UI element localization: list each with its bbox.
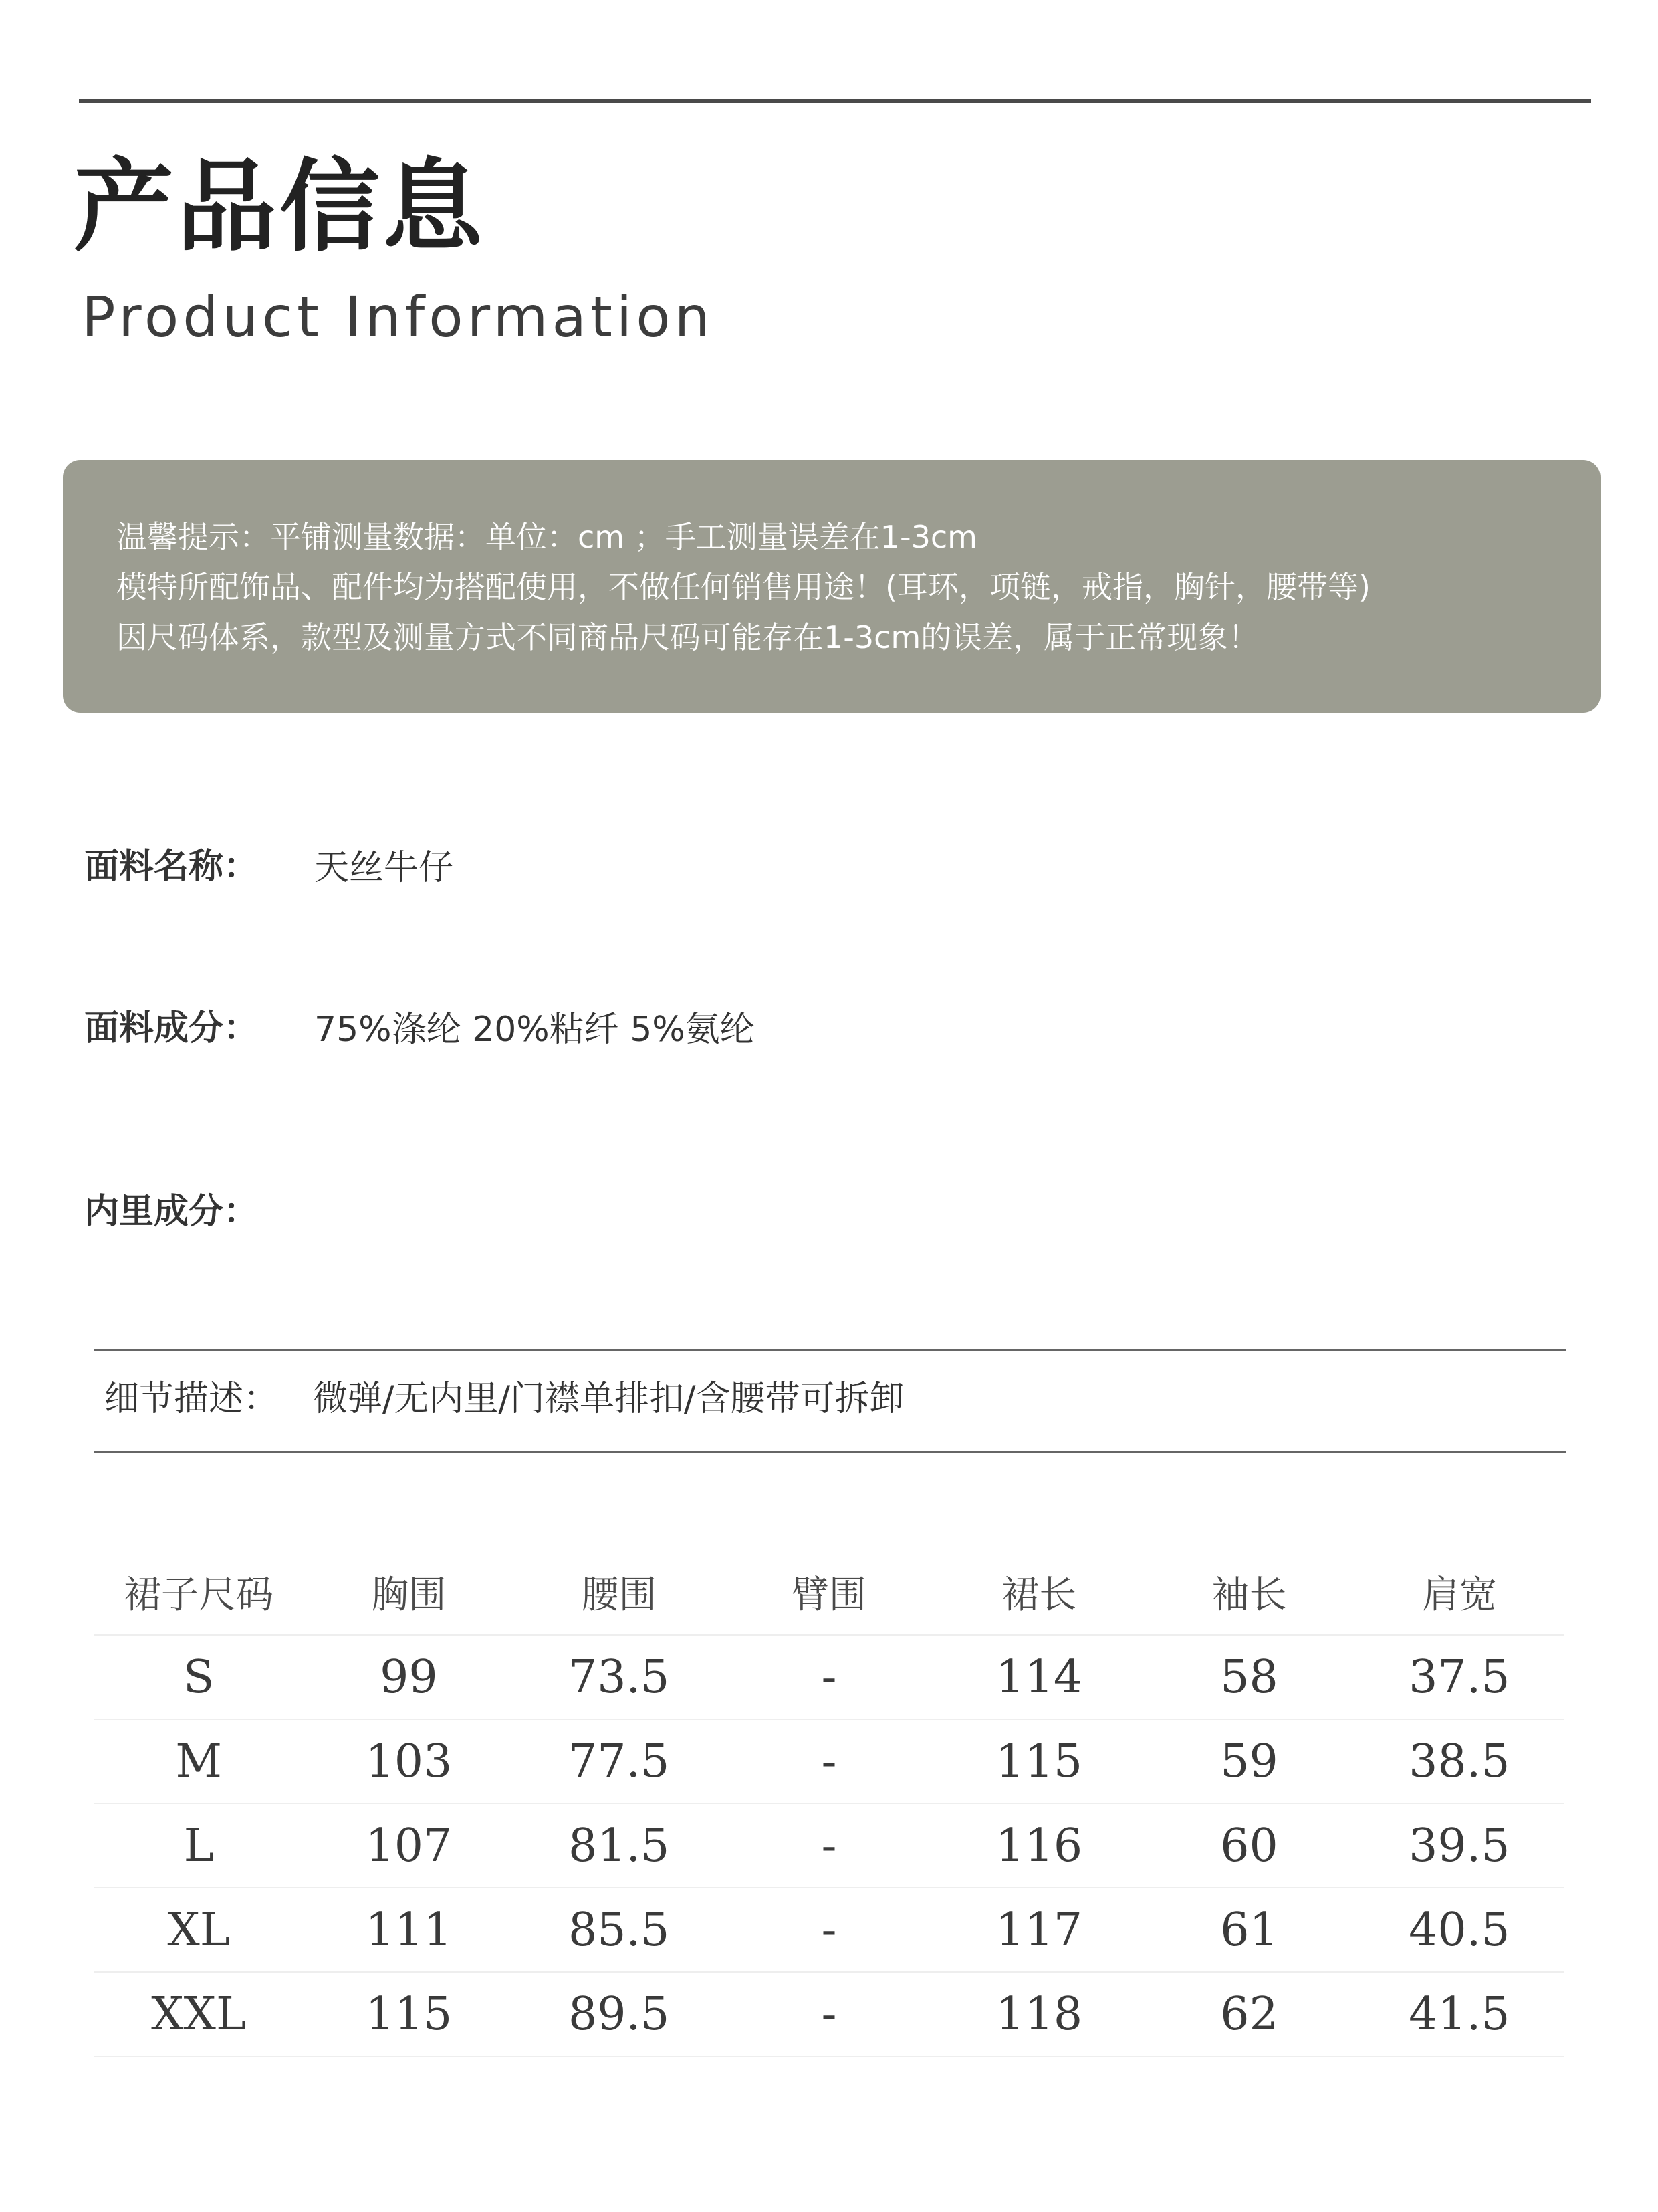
table-cell: 103 bbox=[304, 1719, 513, 1803]
table-cell: 59 bbox=[1144, 1719, 1354, 1803]
table-cell: - bbox=[724, 1888, 934, 1972]
table-cell: - bbox=[724, 1803, 934, 1888]
details-label: 细节描述： bbox=[104, 1379, 279, 1419]
table-cell: XXL bbox=[94, 1972, 304, 2056]
fabric-composition-row bbox=[84, 1008, 755, 1050]
notice-line-size-error: 因尺码体系，款型及测量方式不同商品尺码可能存在1-3cm的误差，属于正常现象！ bbox=[116, 619, 1260, 655]
table-cell: 41.5 bbox=[1354, 1972, 1564, 2056]
table-cell: 38.5 bbox=[1354, 1719, 1564, 1803]
table-cell: 39.5 bbox=[1354, 1803, 1564, 1888]
table-cell: L bbox=[94, 1803, 304, 1888]
size-table-header bbox=[94, 1550, 1564, 1635]
table-cell: 81.5 bbox=[514, 1803, 724, 1888]
header-shoulder-width: 肩宽 bbox=[1354, 1550, 1564, 1635]
table-cell: 60 bbox=[1144, 1803, 1354, 1888]
table-cell: - bbox=[724, 1635, 934, 1719]
table-cell: 62 bbox=[1144, 1972, 1354, 2056]
details-value: 微弹/无内里/门襟单排扣/含腰带可拆卸 bbox=[313, 1379, 905, 1419]
table-cell: 118 bbox=[934, 1972, 1144, 2056]
table-cell: 40.5 bbox=[1354, 1888, 1564, 1972]
details-row bbox=[104, 1379, 905, 1419]
top-divider bbox=[79, 99, 1591, 103]
table-cell: 61 bbox=[1144, 1888, 1354, 1972]
table-cell: 85.5 bbox=[514, 1888, 724, 1972]
fabric-name-label: 面料名称： bbox=[84, 847, 259, 887]
table-cell: 73.5 bbox=[514, 1635, 724, 1719]
header-dress-length: 裙长 bbox=[934, 1550, 1144, 1635]
page-subtitle: Product Information bbox=[82, 284, 714, 350]
table-cell: S bbox=[94, 1635, 304, 1719]
table-cell: 99 bbox=[304, 1635, 513, 1719]
lining-composition-label: 内里成分： bbox=[84, 1192, 259, 1232]
table-cell: 114 bbox=[934, 1635, 1144, 1719]
table-cell: 115 bbox=[934, 1719, 1144, 1803]
details-bottom-divider bbox=[94, 1451, 1566, 1453]
header-size: 裙子尺码 bbox=[94, 1550, 304, 1635]
table-cell: 111 bbox=[304, 1888, 513, 1972]
table-row bbox=[94, 1635, 1564, 1719]
header-bust: 胸围 bbox=[304, 1550, 513, 1635]
table-cell: 117 bbox=[934, 1888, 1144, 1972]
table-row bbox=[94, 1803, 1564, 1888]
header-arm: 臂围 bbox=[724, 1550, 934, 1635]
table-row bbox=[94, 1719, 1564, 1803]
table-cell: - bbox=[724, 1719, 934, 1803]
table-cell: XL bbox=[94, 1888, 304, 1972]
table-cell: 116 bbox=[934, 1803, 1144, 1888]
fabric-name-row bbox=[84, 847, 454, 888]
details-top-divider bbox=[94, 1349, 1566, 1351]
page-title: 产品信息 bbox=[74, 149, 486, 265]
table-cell: 89.5 bbox=[514, 1972, 724, 2056]
fabric-name-value: 天丝牛仔 bbox=[314, 848, 454, 888]
table-row bbox=[94, 1972, 1564, 2056]
notice-line-accessories: 模特所配饰品、配件均为搭配使用，不做任何销售用途！(耳环，项链，戒指，胸针，腰带等) bbox=[116, 569, 1371, 605]
header-waist: 腰围 bbox=[514, 1550, 724, 1635]
notice-line-measurement: 温馨提示：平铺测量数据：单位：cm ；手工测量误差在1-3cm bbox=[116, 519, 977, 555]
size-table bbox=[94, 1550, 1564, 2057]
table-cell: 115 bbox=[304, 1972, 513, 2056]
table-cell: 37.5 bbox=[1354, 1635, 1564, 1719]
table-cell: - bbox=[724, 1972, 934, 2056]
fabric-composition-label: 面料成分： bbox=[84, 1008, 259, 1048]
lining-composition-row bbox=[84, 1192, 259, 1232]
table-cell: 58 bbox=[1144, 1635, 1354, 1719]
table-cell: M bbox=[94, 1719, 304, 1803]
notice-box bbox=[63, 460, 1601, 713]
table-cell: 77.5 bbox=[514, 1719, 724, 1803]
fabric-composition-value: 75%涤纶 20%粘纤 5%氨纶 bbox=[314, 1010, 755, 1050]
header-sleeve-length: 袖长 bbox=[1144, 1550, 1354, 1635]
table-cell: 107 bbox=[304, 1803, 513, 1888]
table-row bbox=[94, 1888, 1564, 1972]
